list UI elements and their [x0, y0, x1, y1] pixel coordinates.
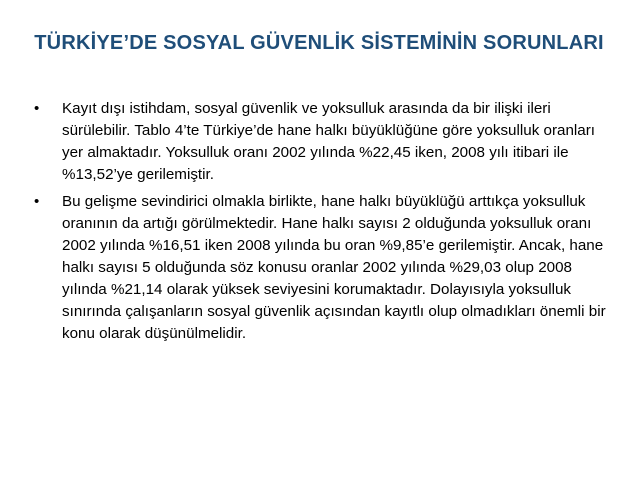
bullet-text: Kayıt dışı istihdam, sosyal güvenlik ve yoksulluk arasında da bir ilişki ileri sürülebilir. Tablo 4’te Türkiye’de hane halkı büyüklüğüne göre yoksulluk oranları yer almaktadır. Yoksulluk oranı 2002 yılında %22,45 iken, 2008 yılı itibari ile %13,52’ye gerilemiştir. — [62, 100, 596, 183]
bullet-icon: • — [34, 100, 40, 117]
slide-title: TÜRKİYE’DE SOSYAL GÜVENLİK SİSTEMİNİN SORUNLARI — [34, 32, 604, 54]
bullet-item-2 — [32, 191, 612, 345]
bullet-icon: • — [34, 193, 40, 210]
bullet-item-1 — [32, 98, 612, 186]
bullet-text: Bu gelişme sevindirici olmakla birlikte, hane halkı büyüklüğü arttıkça yoksulluk oranının da artığı görülmektedir. Hane halkı sayısı 2 olduğunda yoksulluk oranı 2002 yılında %16,51 iken 2008 yılında bu oran %9,85’e gerilemiştir. Ancak, hane halkı sayısı 5 olduğunda söz konusu oranlar 2002 yılında %29,03 olup 2008 yılında %21,14 olarak yüksek seviyesini korumaktadır. Dolayısıyla yoksulluk sınırında çalışanların sosyal güvenlik açısından kayıtlı olup olmadıkları önemli bir konu olarak düşünülmelidir. — [62, 193, 606, 342]
slide-content — [32, 98, 612, 350]
